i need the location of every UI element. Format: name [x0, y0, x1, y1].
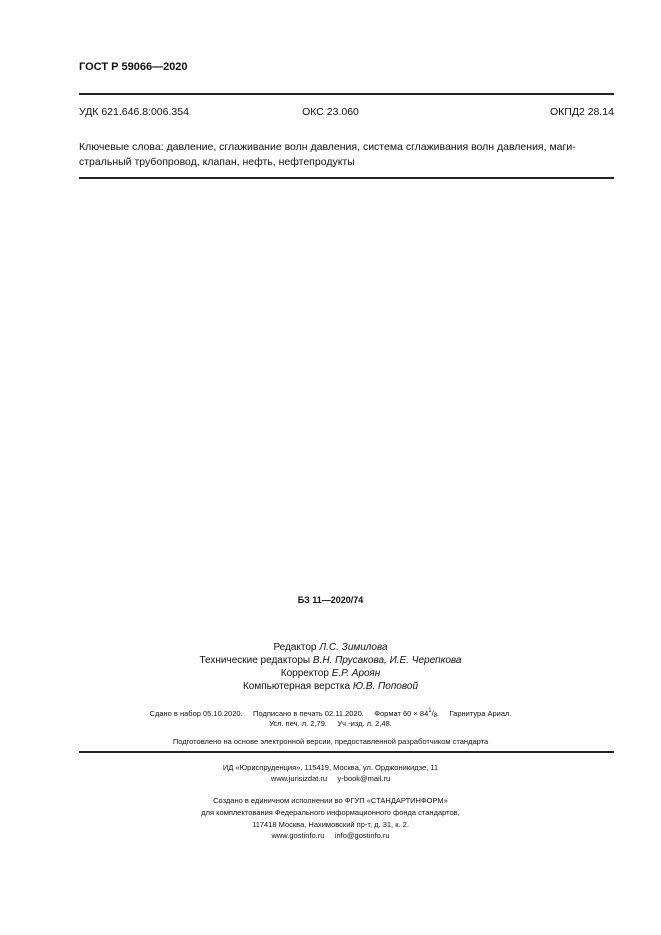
tech-editors-label: Технические редакторы [199, 655, 311, 666]
keywords-line-1: Ключевые слова: давление, сглаживание волн давления, система сглаживания волн давления, маги- [79, 141, 576, 153]
publisher-email[interactable]: y-book@mail.ru [337, 774, 391, 783]
created-line-1: Создано в единичном исполнении во ФГУП «СТАНДАРТИНФОРМ» [213, 796, 448, 805]
typeset-date: Сдано в набор 05.10.2020. [149, 709, 243, 718]
standartinform-contacts [0, 831, 661, 840]
editor-line [0, 642, 661, 653]
publisher-address: ИД «Юриспруденция», 115419, Москва, ул. Орджоникидзе, 11 [222, 763, 439, 772]
okpd-code: ОКПД2 28.14 [550, 106, 614, 118]
publisher-contacts [0, 774, 661, 783]
typeface: Гарнитура Ариал. [449, 709, 512, 718]
created-line-2: для комплектования Федерального информационного фонда стандартов, [201, 808, 460, 817]
print-sheets: Усл. печ. л. 2,79. [269, 719, 327, 728]
print-info-line-1: Сдано в набор 05.10.2020. Подписано в печать 02.11.2020. Формат $60 \times 84^1/_8$. Гарнитура Ариал. [149, 708, 512, 719]
prepared-note: Подготовлено на основе электронной версии, предоставленной разработчиком стандарта [172, 737, 489, 746]
corrector-name: Е.Р. Ароян [331, 668, 381, 679]
editor-label: Редактор [273, 642, 317, 653]
layout-line [0, 681, 661, 692]
tech-editors-line [0, 655, 661, 666]
publisher-sheets: Уч.-изд. л. 2,48. [337, 719, 392, 728]
top-divider [79, 93, 614, 95]
format-period: . [437, 709, 440, 718]
format-numerator: 1 [428, 708, 432, 714]
layout-name: Ю.В. Поповой [352, 681, 419, 692]
keywords-divider [79, 177, 614, 179]
bz-number: БЗ 11—2020/74 [297, 595, 364, 605]
udk-code: УДК 621.646.8:006.354 [79, 106, 189, 118]
standartinform-email[interactable]: info@gostinfo.ru [334, 831, 390, 840]
standartinform-address: 117418 Москва, Нахимовский пр-т, д. 31, к. 2. [252, 820, 409, 829]
publisher-website[interactable]: www.jurisizdat.ru [270, 774, 328, 783]
format-label: Формат 60 × 84 [374, 709, 429, 718]
format-denominator: 8 [433, 713, 438, 719]
keywords-line-2: стральный трубопровод, клапан, нефть, нефтепродукты [79, 156, 355, 168]
signed-date: Подписано в печать 02.11.2020. [253, 709, 364, 718]
bottom-divider [79, 751, 614, 753]
corrector-line [0, 668, 661, 679]
oks-code: ОКС 23.060 [302, 106, 359, 118]
print-info-line-2 [0, 719, 661, 728]
corrector-label: Корректор [280, 668, 329, 679]
editor-name: Л.С. Зимилова [319, 642, 388, 653]
standartinform-website[interactable]: www.gostinfo.ru [271, 831, 325, 840]
standard-designation: ГОСТ Р 59066—2020 [79, 61, 188, 73]
tech-editors-names: В.Н. Прусакова, И.Е. Черепкова [312, 655, 462, 666]
layout-label: Компьютерная верстка [242, 681, 351, 692]
